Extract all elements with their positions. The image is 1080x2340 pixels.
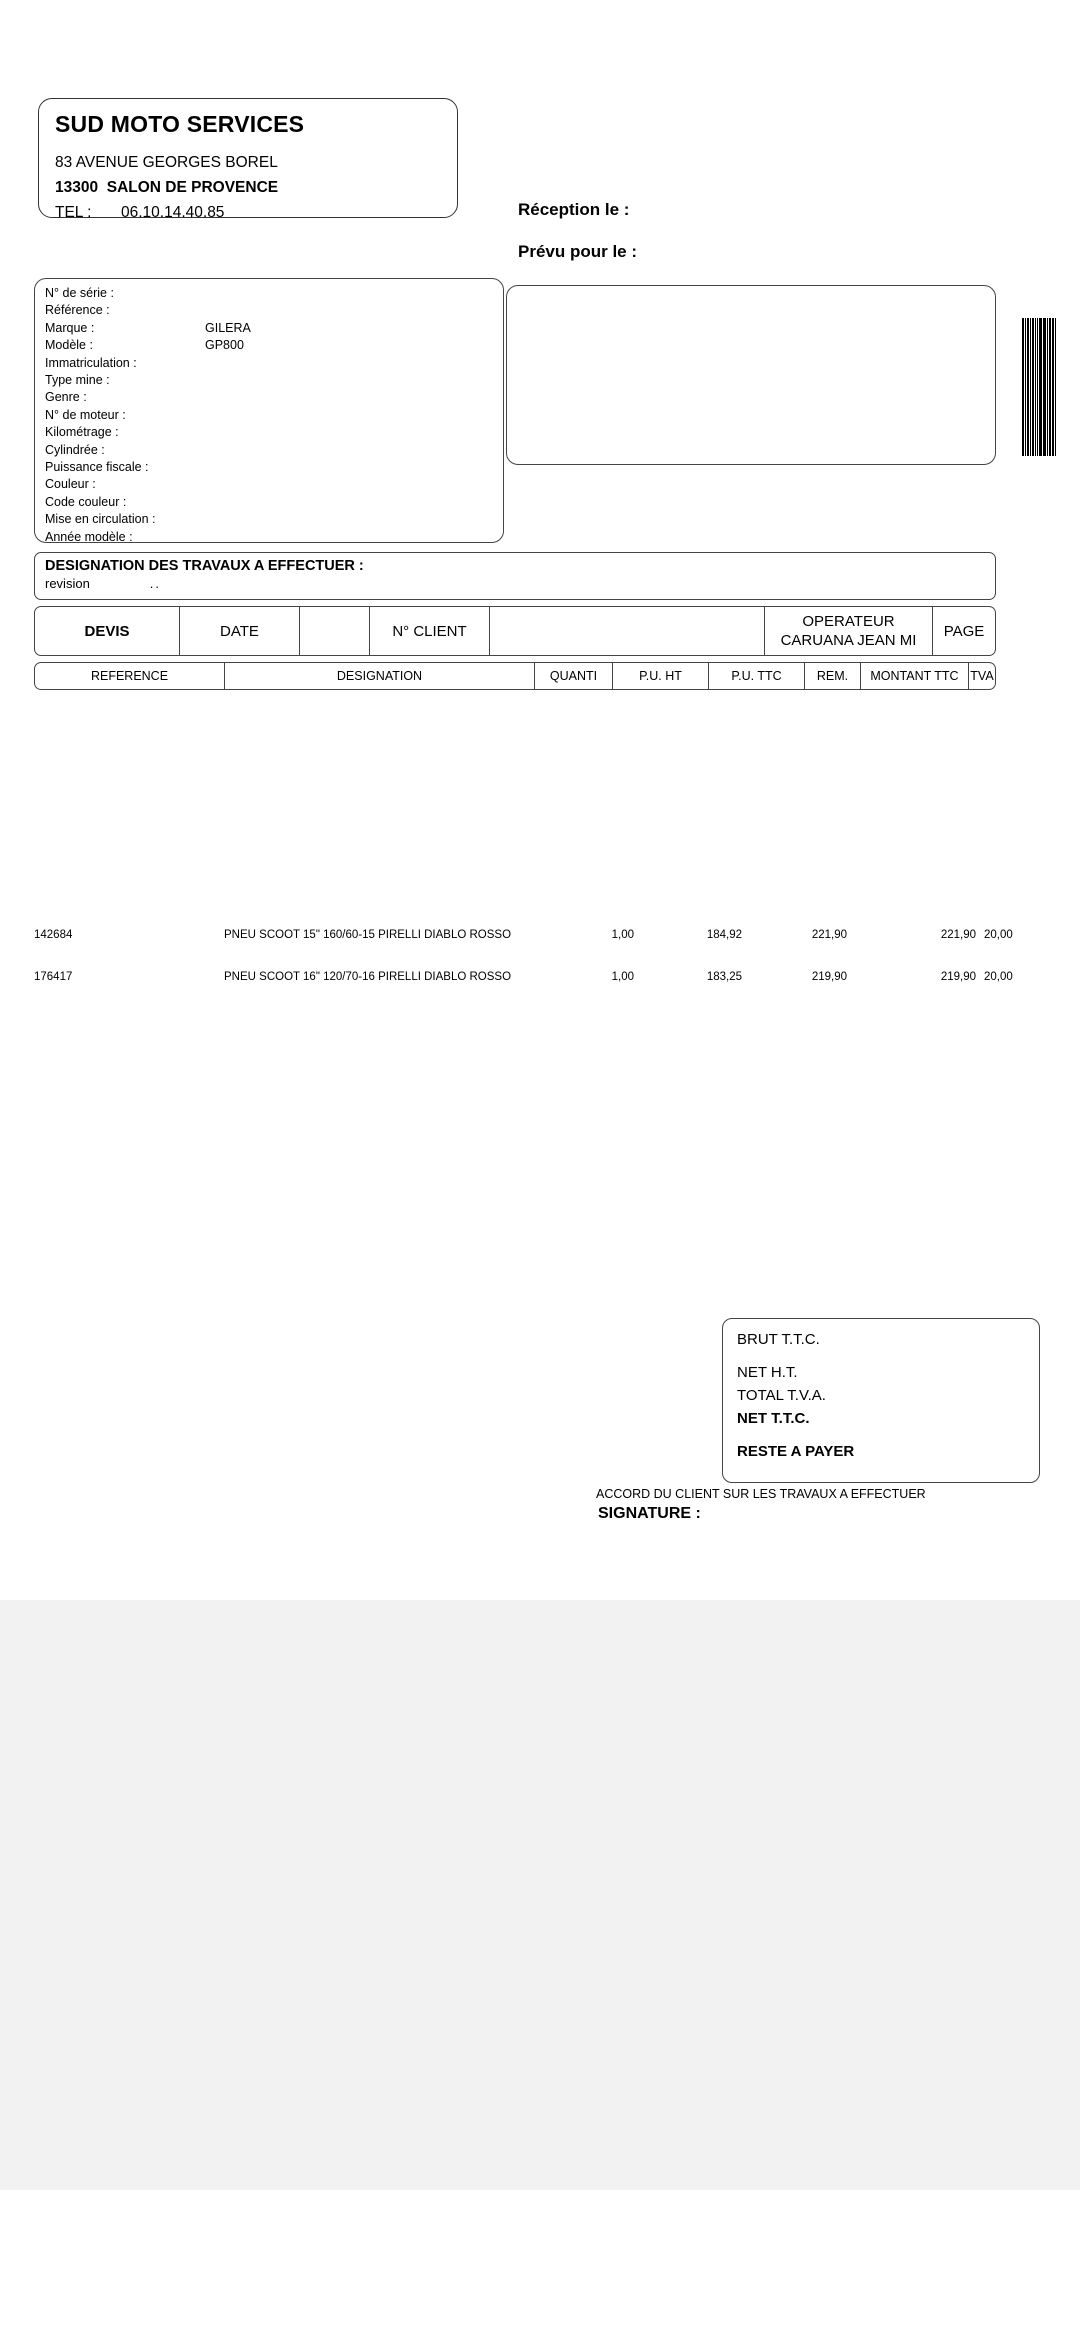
operator-name: CARUANA JEAN MI [780,632,917,649]
work-description-text-row [45,576,985,591]
vehicle-label: Référence : [45,303,110,318]
column-header-quantity: QUANTI [535,663,613,689]
customer-address-box [506,285,996,465]
table-row [34,968,1013,1010]
page-background-bottom [0,2190,1080,2340]
total-tva-label: TOTAL T.V.A. [737,1387,826,1404]
quote-type-label: DEVIS [35,607,180,655]
column-header-pu-ttc: P.U. TTC [709,663,805,689]
vehicle-label: Couleur : [45,477,96,492]
vehicle-field-row [45,389,493,406]
vehicle-field-row [45,320,493,337]
column-header-tva: TVA [970,669,994,683]
reception-block [518,200,858,284]
item-montant-ttc: 219,90 [940,971,976,983]
vehicle-label: Puissance fiscale : [45,460,149,475]
vehicle-label: Genre : [45,390,87,405]
items-table-header [34,662,996,690]
vehicle-field-row [45,424,493,441]
column-header-designation: DESIGNATION [225,663,535,689]
vehicle-field-row [45,285,493,302]
vehicle-label: Marque : [45,320,95,335]
item-pu-ht: 184,92 [706,929,742,941]
page-label: PAGE [943,622,985,640]
item-tva: 20,00 [984,971,1013,983]
vehicle-field-row [45,476,493,493]
vehicle-label: Modèle : [45,338,93,353]
item-designation: PNEU SCOOT 16" 120/70-16 PIRELLI DIABLO ROSSO [224,971,512,983]
planned-date-label: Prévu pour le : [518,242,638,261]
shop-info-box [38,98,458,221]
vehicle-info-box [34,278,504,543]
item-quantity: 1,00 [611,929,634,941]
items-table-body [34,926,1013,1010]
vehicle-label: Mise en circulation : [45,512,156,527]
work-description-box [34,552,996,600]
vehicle-field-row [45,442,493,459]
operator-label: OPERATEUR [802,613,895,630]
vehicle-field-row [45,372,493,389]
table-row [34,926,1013,968]
shop-address: 83 AVENUE GEORGES BOREL [55,154,278,171]
reste-a-payer-label: RESTE A PAYER [737,1443,855,1460]
column-header-pu-ht: P.U. HT [613,663,709,689]
vehicle-field-row [45,337,493,354]
vehicle-label: Immatriculation : [45,355,137,370]
vehicle-label: Code couleur : [45,494,127,509]
reception-date-label: Réception le : [518,200,630,219]
vehicle-label: N° de moteur : [45,407,126,422]
signature-label: SIGNATURE : [598,1505,701,1522]
shop-name: SUD MOTO SERVICES [55,111,305,137]
shop-city: SALON DE PROVENCE [106,179,279,196]
quote-date-label: DATE [180,607,300,655]
vehicle-value: GILERA [205,320,251,335]
vehicle-field-row [45,494,493,511]
item-reference: 142684 [34,929,73,941]
vehicle-field-row [45,407,493,424]
operator-cell [765,607,933,655]
quote-blank-cell-2 [490,607,765,655]
work-description-dots: .. [149,576,162,591]
vehicle-field-row [45,511,493,528]
vehicle-value: GP800 [205,338,244,353]
vehicle-label: Type mine : [45,373,110,388]
vehicle-field-row [45,459,493,476]
barcode [1022,318,1056,456]
customer-agreement-text: ACCORD DU CLIENT SUR LES TRAVAUX A EFFECTUER [596,1487,926,1501]
work-description-text: revision [45,576,90,591]
shop-city-line [55,179,441,197]
quote-header-row [34,606,996,656]
totals-box [722,1318,1040,1483]
column-header-remise: REM. [805,663,861,689]
vehicle-label: Cylindrée : [45,442,105,457]
item-reference: 176417 [34,971,73,983]
total-brut-ttc-label: BRUT T.T.C. [737,1331,820,1348]
vehicle-label: Année modèle : [45,529,133,544]
quote-blank-cell-1 [300,607,370,655]
vehicle-field-row [45,302,493,319]
vehicle-field-row [45,355,493,372]
page-background-lower [0,1600,1080,2190]
total-net-ht-label: NET H.T. [737,1364,798,1381]
client-number-label: N° CLIENT [370,607,490,655]
item-designation: PNEU SCOOT 15" 160/60-15 PIRELLI DIABLO ROSSO [224,929,512,941]
item-montant-ttc: 221,90 [940,929,976,941]
item-pu-ttc: 219,90 [811,971,847,983]
total-net-ttc-label: NET T.T.C. [737,1410,810,1427]
vehicle-label: N° de série : [45,286,114,300]
column-header-montant-ttc: MONTANT TTC [861,663,969,689]
work-description-title: DESIGNATION DES TRAVAUX A EFFECTUER : [45,558,364,574]
item-pu-ht: 183,25 [706,971,742,983]
item-pu-ttc: 221,90 [811,929,847,941]
column-header-reference: REFERENCE [35,663,225,689]
vehicle-field-row [45,529,493,546]
vehicle-label: Kilométrage : [45,425,119,440]
item-quantity: 1,00 [611,971,634,983]
item-tva: 20,00 [984,929,1013,941]
shop-phone-line [55,204,441,222]
shop-tel-label: TEL : [55,204,92,221]
shop-tel-value: 06.10.14.40.85 [121,204,225,221]
shop-postal-code: 13300 [55,179,99,196]
